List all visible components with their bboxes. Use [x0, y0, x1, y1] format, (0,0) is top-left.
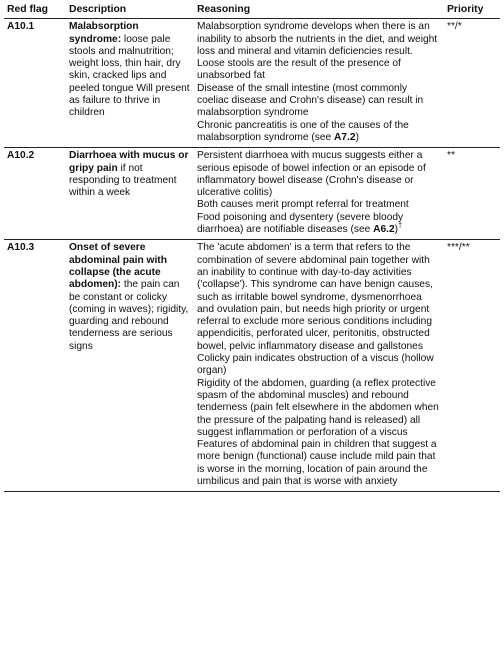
reasoning-paragraph: Rigidity of the abdomen, guarding (a reflex protective spasm of the abdominal muscles) and rebound tenderness (pain felt elsewhere in the abdomen when the pressure of the palpating hand is released) all suggest inflammation or perforation of a viscus	[197, 377, 439, 438]
footnote-marker: †	[398, 222, 402, 230]
header-description: Description	[66, 3, 194, 19]
cross-reference: A6.2	[373, 224, 395, 236]
reasoning-paragraph: Disease of the small intestine (most commonly coeliac disease and Crohn's disease) can result in malabsorption syndrome	[197, 82, 424, 119]
reasoning-paragraph: Both causes merit prompt referral for treatment	[197, 199, 409, 211]
table-row	[4, 19, 500, 148]
reasoning-cell	[194, 148, 444, 240]
red-flag-code: A10.2	[4, 148, 66, 240]
reasoning-paragraph: Malabsorption syndrome develops when there is an inability to absorb the nutrients in the diet, and weight loss and mineral and vitamin deficiencies result. Loose stools are the result of the presence of unabsorbed fat	[197, 21, 438, 82]
description-cell	[66, 240, 194, 492]
header-reasoning: Reasoning	[194, 3, 444, 19]
red-flag-table	[4, 3, 500, 492]
description-cell	[66, 19, 194, 148]
description-text: if not responding to treatment within a week	[69, 162, 177, 199]
table-row	[4, 148, 500, 240]
table-header-row	[4, 3, 500, 19]
table-row	[4, 240, 500, 492]
red-flag-code: A10.1	[4, 19, 66, 148]
priority-cell: **	[444, 148, 500, 240]
reasoning-text: Chronic pancreatitis is one of the causes of the malabsorption syndrome (see	[197, 119, 409, 143]
description-title: Diarrhoea with mucus or gripy pain	[69, 150, 189, 174]
reasoning-paragraph: Persistent diarrhoea with mucus suggests either a serious episode of bowel infection or an episode of inflammatory bowel disease (Crohn's disease or ulcerative colitis)	[197, 150, 426, 199]
reasoning-text-end: )	[355, 131, 359, 143]
red-flag-code: A10.3	[4, 240, 66, 492]
description-cell	[66, 148, 194, 240]
cross-reference: A7.2	[334, 131, 356, 143]
reasoning-paragraph: Colicky pain indicates obstruction of a viscus (hollow organ)	[197, 353, 434, 377]
description-title: Malabsorption syndrome:	[69, 21, 139, 45]
reasoning-text-end: )	[394, 224, 399, 236]
reasoning-paragraph: Features of abdominal pain in children that suggest a more benign (functional) cause include mild pain that is worse in the morning, location of pain around the umbilicus and pain that is worse with anxiety	[197, 439, 437, 487]
header-red-flag: Red flag	[4, 3, 66, 19]
priority-cell: **/*	[444, 19, 500, 148]
reasoning-paragraph: The 'acute abdomen' is a term that refers to the combination of severe abdominal pain together with an inability to continue with day-to-day activities ('collapse'). This syndrome can have benign causes, such as irritable bowel syndrome, dysmenorrhoea and ovulation pain, but needs high priority or urgent referral to exclude more serious conditions including appendicitis, perforated ulcer, peritonitis, obstructed bowel, pelvic inflammatory disease and gallstones	[197, 242, 433, 352]
description-title: Onset of severe abdominal pain with collapse (the acute abdomen):	[69, 242, 167, 291]
description-text: loose pale stools and malnutrition; weight loss, thin hair, dry skin, cracked lips and peeled tongue Will present as failure to thrive in children	[69, 33, 190, 119]
description-text: the pain can be constant or colicky (coming in waves); rigidity, guarding and rebound tenderness are serious signs	[69, 279, 189, 352]
reasoning-paragraph	[197, 120, 441, 145]
reasoning-paragraph	[197, 212, 441, 237]
reasoning-cell	[194, 240, 444, 492]
reasoning-cell	[194, 19, 444, 148]
priority-cell: ***/**	[444, 240, 500, 492]
reasoning-text: Food poisoning and dysentery (severe bloody diarrhoea) are notifiable diseases (see	[197, 211, 404, 236]
header-priority: Priority	[444, 3, 500, 19]
